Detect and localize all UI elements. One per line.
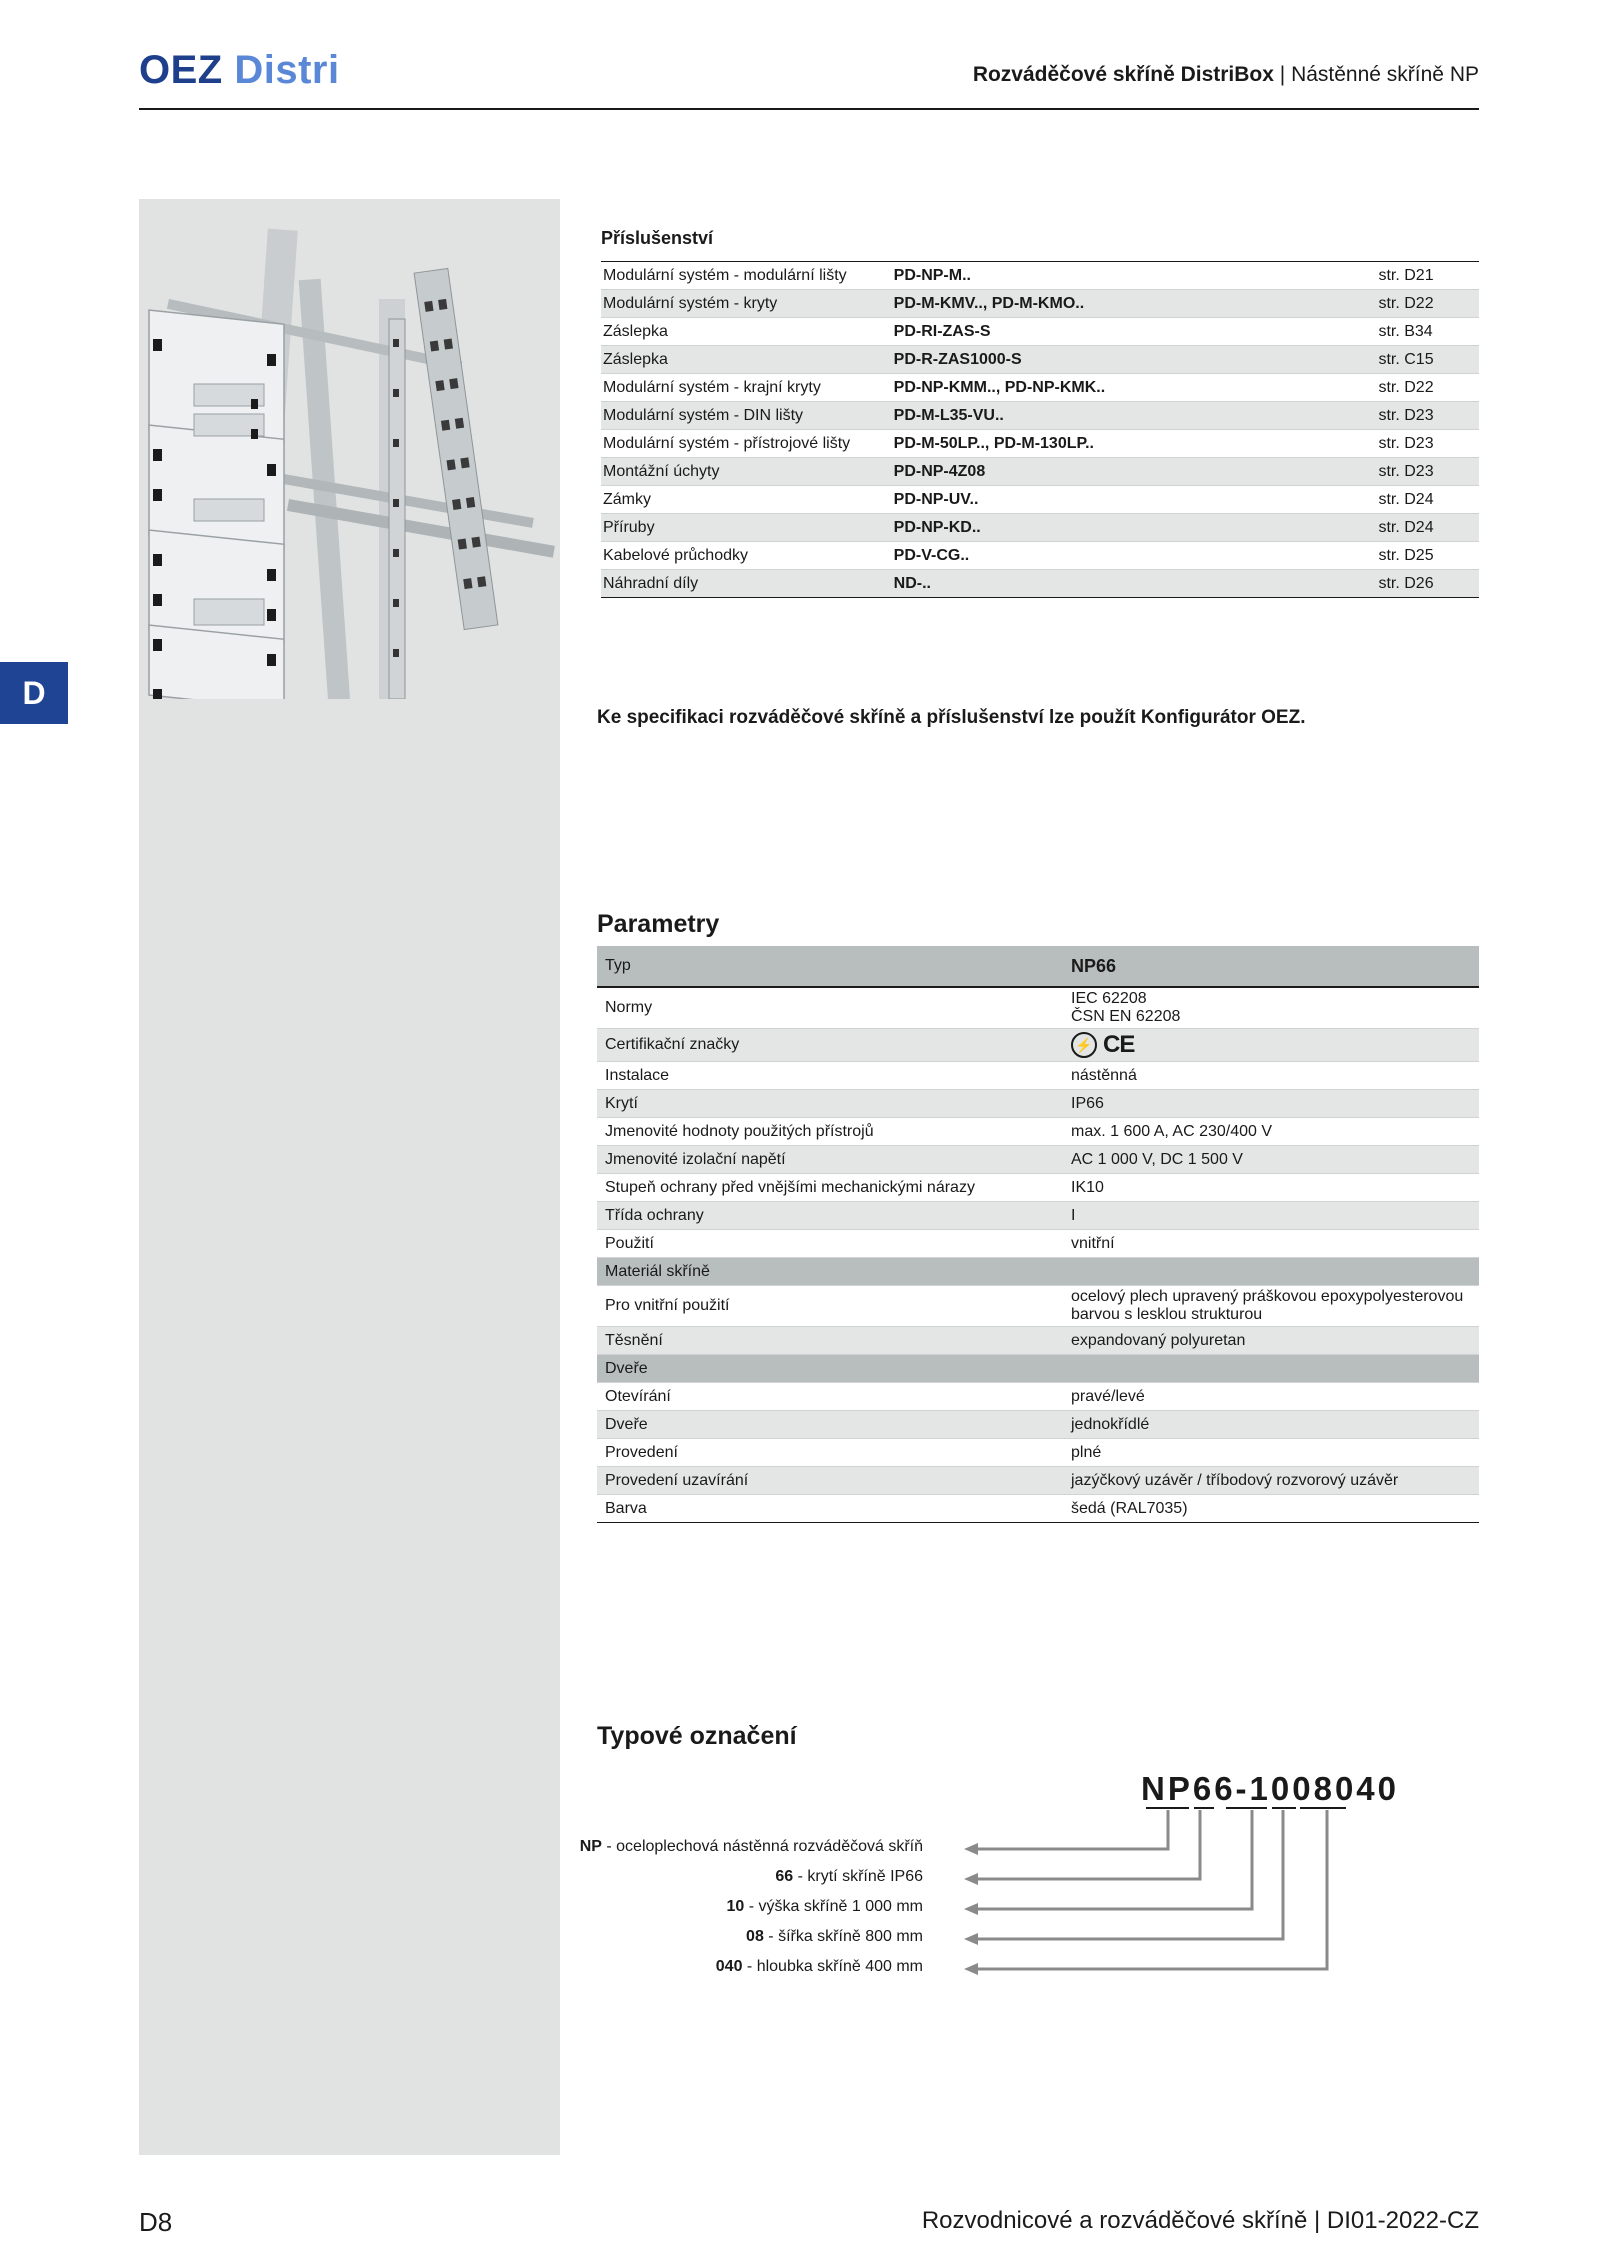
accessory-code: PD-R-ZAS1000-S [893, 350, 1022, 368]
parameter-key: Provedení [605, 1443, 678, 1461]
accessory-code: ND-.. [893, 574, 931, 592]
accessory-name: Modulární systém - přístrojové lišty [603, 434, 851, 452]
parameters-table [597, 946, 1479, 1523]
logo-distri: Distri [234, 48, 340, 92]
parameter-value [1063, 1327, 1479, 1355]
accessory-row [601, 290, 1479, 318]
accessory-row [601, 262, 1479, 290]
parameter-key: Dveře [605, 1359, 648, 1377]
parameter-row [597, 1118, 1479, 1146]
parameter-value-line: max. 1 600 A, AC 230/400 V [1071, 1122, 1273, 1140]
accessory-name: Příruby [603, 518, 655, 536]
accessory-name: Záslepka [603, 322, 668, 340]
accessories-table [601, 261, 1479, 598]
accessory-page-ref: str. C15 [1378, 350, 1434, 368]
parameter-value [1063, 987, 1479, 1029]
parameter-row [597, 1202, 1479, 1230]
parameter-value [1063, 1202, 1479, 1230]
parameter-row [597, 1146, 1479, 1174]
parameter-value-line: AC 1 000 V, DC 1 500 V [1071, 1150, 1243, 1168]
parameter-value [1063, 1062, 1479, 1090]
accessory-code: PD-NP-UV.. [893, 490, 979, 508]
parameter-value [1063, 1118, 1479, 1146]
ex-certification-icon: ⚡ [1071, 1032, 1097, 1058]
type-code: NP66-1008040 [1141, 1770, 1400, 1807]
parameters-header-row [597, 946, 1479, 987]
parameter-key: Dveře [605, 1415, 648, 1433]
parameter-value [1063, 1495, 1479, 1523]
type-legend-text: - krytí skříně IP66 [793, 1868, 923, 1885]
parameter-key: Provedení uzavírání [605, 1471, 749, 1489]
type-legend-code: 10 [726, 1898, 745, 1915]
parameter-key: Stupeň ochrany před vnějšími mechanickými nárazy [605, 1178, 975, 1196]
parameter-value [1063, 1146, 1479, 1174]
accessory-name: Záslepka [603, 350, 668, 368]
parameter-value [1063, 1090, 1479, 1118]
type-legend-item [775, 1868, 923, 1886]
parameter-key: Barva [605, 1499, 647, 1517]
parameter-row [597, 1230, 1479, 1258]
type-legend-code: NP [579, 1838, 602, 1855]
parameter-value-line: IEC 62208 [1071, 990, 1147, 1007]
accessory-name: Náhradní díly [603, 574, 699, 592]
footer-document: Rozvodnicové a rozváděčové skříně | DI01-2022-CZ [921, 2207, 1479, 2234]
header-divider [139, 108, 1479, 110]
parameter-value [1063, 1411, 1479, 1439]
parameter-value [1063, 1383, 1479, 1411]
type-legend-code: 040 [715, 1958, 743, 1975]
accessory-code: PD-NP-KMM.., PD-NP-KMK.. [893, 378, 1106, 396]
type-legend-item [746, 1928, 923, 1946]
parameter-key: Pro vnitřní použití [605, 1297, 730, 1314]
parameter-value [1063, 1029, 1479, 1062]
accessories-title: Příslušenství [601, 228, 714, 248]
oez-distri-logo [139, 48, 340, 92]
type-legend-item [716, 1958, 923, 1976]
accessory-page-ref: str. D24 [1378, 490, 1434, 508]
accessory-row [601, 430, 1479, 458]
parameter-row [597, 1174, 1479, 1202]
configurator-note: Ke specifikaci rozváděčové skříně a příslušenství lze použít Konfigurátor OEZ. [597, 707, 1306, 728]
accessory-page-ref: str. D25 [1378, 546, 1434, 564]
parameter-value-line: I [1071, 1206, 1076, 1224]
parameter-key: Těsnění [605, 1331, 663, 1349]
accessory-row [601, 514, 1479, 542]
product-image [139, 199, 560, 699]
parameter-value-line: vnitřní [1071, 1234, 1115, 1252]
accessory-name: Zámky [603, 490, 651, 508]
accessory-code: PD-M-L35-VU.. [893, 406, 1004, 424]
accessory-page-ref: str. D24 [1378, 518, 1434, 536]
accessory-code: PD-M-50LP.., PD-M-130LP.. [893, 434, 1094, 452]
parameter-value-line: expandovaný polyuretan [1071, 1331, 1246, 1349]
parameter-key: Jmenovité hodnoty použitých přístrojů [605, 1122, 874, 1140]
accessory-row [601, 458, 1479, 486]
parameter-value [1063, 1439, 1479, 1467]
type-legend-text: - hloubka skříně 400 mm [742, 1958, 923, 1975]
type-legend-item [726, 1898, 923, 1916]
accessory-page-ref: str. D22 [1378, 294, 1434, 312]
accessory-row [601, 486, 1479, 514]
parameter-row [597, 1467, 1479, 1495]
parameter-value-line: pravé/levé [1071, 1387, 1145, 1405]
parameter-row [597, 1383, 1479, 1411]
accessory-name: Modulární systém - modulární lišty [603, 266, 847, 284]
accessory-page-ref: str. D21 [1378, 266, 1434, 284]
parameter-value-line: šedá (RAL7035) [1071, 1499, 1188, 1517]
section-tab: D [0, 662, 68, 724]
parameter-row [597, 987, 1479, 1029]
parameter-value [1063, 1258, 1479, 1286]
parameter-key: Použití [605, 1234, 654, 1252]
type-legend-item [580, 1838, 923, 1856]
parameter-value-line: plné [1071, 1443, 1102, 1461]
type-legend-text: - šířka skříně 800 mm [763, 1928, 923, 1945]
parameter-value-line: ČSN EN 62208 [1071, 1008, 1181, 1025]
parameter-key: Třída ochrany [605, 1206, 704, 1224]
parameter-row [597, 1411, 1479, 1439]
accessory-code: PD-M-KMV.., PD-M-KMO.. [893, 294, 1085, 312]
parameters-header-value: NP66 [1071, 955, 1117, 976]
accessory-code: PD-V-CG.. [893, 546, 970, 564]
parameter-key: Certifikační značky [605, 1036, 740, 1053]
parameter-row [597, 1327, 1479, 1355]
parameter-row [597, 1439, 1479, 1467]
parameter-row [597, 1090, 1479, 1118]
header-title-bold: Rozváděčové skříně DistriBox [972, 63, 1274, 86]
accessory-row [601, 318, 1479, 346]
type-legend-code: 08 [746, 1928, 764, 1945]
parameter-key: Krytí [605, 1094, 638, 1112]
header-title-separator: | [1273, 63, 1292, 86]
accessory-name: Kabelové průchodky [603, 546, 748, 564]
parameter-value [1063, 1174, 1479, 1202]
parameter-value [1063, 1467, 1479, 1495]
parameter-value-line: IP66 [1071, 1094, 1104, 1112]
header-title-rest: Nástěnné skříně NP [1291, 63, 1479, 86]
parameter-value-line: ocelový plech upravený práškovou epoxypolyesterovou [1071, 1288, 1464, 1305]
accessory-row [601, 346, 1479, 374]
parameter-value-line: nástěnná [1071, 1066, 1137, 1084]
accessory-name: Modulární systém - kryty [603, 294, 778, 312]
accessory-page-ref: str. D22 [1378, 378, 1434, 396]
accessory-page-ref: str. B34 [1378, 322, 1433, 340]
accessory-code: PD-NP-KD.. [893, 518, 981, 536]
parameter-section-row [597, 1258, 1479, 1286]
parameters-header-key: Typ [605, 957, 631, 974]
accessory-row [601, 402, 1479, 430]
logo-oez: OEZ [139, 48, 223, 92]
parameter-row [597, 1062, 1479, 1090]
ce-mark-icon: CE [1103, 1031, 1135, 1058]
accessory-code: PD-NP-4Z08 [893, 462, 986, 480]
parameter-key: Normy [605, 999, 653, 1016]
parameter-key: Jmenovité izolační napětí [605, 1150, 786, 1168]
accessory-code: PD-NP-M.. [893, 266, 971, 284]
accessory-code: PD-RI-ZAS-S [893, 322, 991, 340]
parameters-title: Parametry [597, 910, 720, 938]
accessory-page-ref: str. D23 [1378, 462, 1434, 480]
parameter-section-row [597, 1355, 1479, 1383]
accessory-row [601, 374, 1479, 402]
parameter-value [1063, 1355, 1479, 1383]
accessory-row [601, 570, 1479, 598]
accessory-name: Montážní úchyty [603, 462, 720, 480]
parameter-value-line: barvou s lesklou strukturou [1071, 1306, 1263, 1323]
type-designation-title: Typové označení [597, 1722, 797, 1750]
accessory-page-ref: str. D23 [1378, 434, 1434, 452]
accessory-name: Modulární systém - krajní kryty [603, 378, 821, 396]
parameter-row [597, 1495, 1479, 1523]
accessory-page-ref: str. D23 [1378, 406, 1434, 424]
parameter-value [1063, 1230, 1479, 1258]
parameter-row [597, 1286, 1479, 1327]
parameter-key: Materiál skříně [605, 1262, 710, 1280]
parameter-row [597, 1029, 1479, 1062]
page-header-title [973, 62, 1479, 88]
page-number: D8 [139, 2207, 173, 2237]
type-legend-code: 66 [775, 1868, 794, 1885]
type-legend-text: - oceloplechová nástěnná rozváděčová skříň [601, 1838, 923, 1855]
type-legend-text: - výška skříně 1 000 mm [744, 1898, 923, 1915]
parameter-key: Instalace [605, 1066, 670, 1084]
parameter-value [1063, 1286, 1479, 1327]
parameter-value-line: jazýčkový uzávěr / tříbodový rozvorový uzávěr [1071, 1471, 1399, 1489]
accessory-row [601, 542, 1479, 570]
accessory-name: Modulární systém - DIN lišty [603, 406, 804, 424]
side-panel [139, 199, 560, 2155]
accessory-page-ref: str. D26 [1378, 574, 1434, 592]
parameter-key: Otevírání [605, 1387, 671, 1405]
parameter-value-line: IK10 [1071, 1178, 1104, 1196]
parameter-value-line: jednokřídlé [1071, 1415, 1150, 1433]
